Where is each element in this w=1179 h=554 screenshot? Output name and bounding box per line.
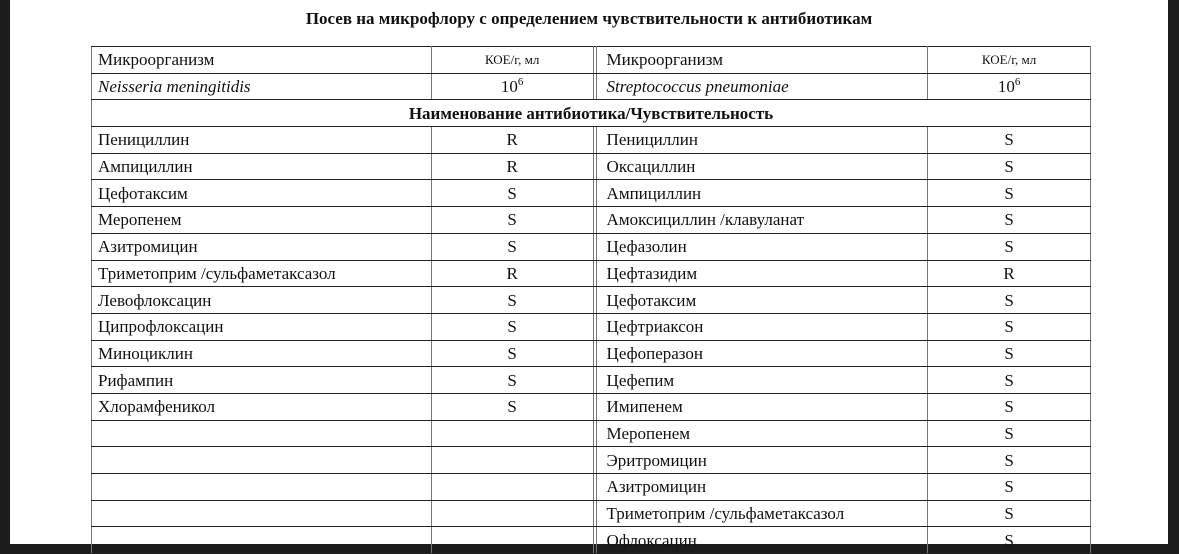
table-row [92,420,1091,447]
antibiotic-name: Миноциклин [92,340,432,367]
sensitivity-value: S [431,367,593,394]
table-row [92,207,1091,234]
sensitivity-value [431,420,593,447]
table-row [92,527,1091,554]
antibiotic-name: Меропенем [92,207,432,234]
antibiotic-name: Пенициллин [596,127,928,154]
table-row [92,153,1091,180]
sensitivity-value: S [928,527,1091,554]
antibiotic-name: Триметоприм /сульфаметаксазол [92,260,432,287]
antibiotic-name [92,420,432,447]
antibiotic-name: Хлорамфеникол [92,393,432,420]
antibiotic-name: Цефтазидим [596,260,928,287]
antibiotic-name: Офлоксацин [596,527,928,554]
antibiotic-name [92,527,432,554]
organism-name: Streptococcus pneumoniae [596,73,928,100]
table-header-row [92,47,1091,74]
table-row [92,287,1091,314]
sensitivity-value [431,527,593,554]
antibiotic-name [92,500,432,527]
sensitivity-value: S [928,447,1091,474]
table-row [92,180,1091,207]
antibiotic-name: Меропенем [596,420,928,447]
section-title: Наименование антибиотика/Чувствительность [92,100,1091,127]
antibiotic-name [92,474,432,501]
sensitivity-value: S [928,500,1091,527]
sensitivity-value: R [431,260,593,287]
sensitivity-value [431,500,593,527]
table-row [92,260,1091,287]
antibiotic-name: Цефоперазон [596,340,928,367]
antibiotic-name: Левофлоксацин [92,287,432,314]
sensitivity-value: S [928,474,1091,501]
sensitivity-value: S [431,287,593,314]
antibiotic-name: Цефотаксим [596,287,928,314]
antibiotic-name: Ципрофлоксацин [92,313,432,340]
table-row [92,393,1091,420]
antibiotic-name: Азитромицин [596,474,928,501]
cfu-header: КОЕ/г, мл [928,47,1091,74]
sensitivity-value: S [431,393,593,420]
antibiotic-name: Ампициллин [92,153,432,180]
organism-name: Neisseria meningitidis [92,73,432,100]
antibiotic-name: Цефепим [596,367,928,394]
organism-header: Микроорганизм [92,47,432,74]
sensitivity-value: S [928,313,1091,340]
sensitivity-value: S [928,340,1091,367]
antibiotic-name: Пенициллин [92,127,432,154]
antibiotic-name: Оксациллин [596,153,928,180]
table-row [92,313,1091,340]
sensitivity-value: S [928,367,1091,394]
organism-header: Микроорганизм [596,47,928,74]
sensitivity-value: S [928,393,1091,420]
antibiotic-name: Цефтриаксон [596,313,928,340]
table-row [92,340,1091,367]
antibiotic-name: Рифампин [92,367,432,394]
table-row [92,500,1091,527]
sensitivity-value: S [431,180,593,207]
antibiotic-name: Амоксициллин /клавуланат [596,207,928,234]
sensitivity-value [431,474,593,501]
antibiotic-name: Эритромицин [596,447,928,474]
sensitivity-value: S [431,313,593,340]
section-row [92,100,1091,127]
document-page [10,0,1168,550]
table-row [92,447,1091,474]
sensitivity-value: R [431,127,593,154]
antibiotic-name: Азитромицин [92,233,432,260]
sensitivity-value: S [431,340,593,367]
cfu-header: КОЕ/г, мл [431,47,593,74]
sensitivity-value: S [928,127,1091,154]
sensitivity-value: S [928,233,1091,260]
table-row [92,474,1091,501]
antibiotic-name: Имипенем [596,393,928,420]
susceptibility-table [91,46,1091,554]
table-row [92,233,1091,260]
sensitivity-value: S [431,207,593,234]
sensitivity-value: S [928,153,1091,180]
table-row [92,127,1091,154]
table-row [92,367,1091,394]
antibiotic-name [92,447,432,474]
sensitivity-value: S [928,420,1091,447]
document-title: Посев на микрофлору с определением чувствительности к антибиотикам [305,9,873,28]
sensitivity-value [431,447,593,474]
cfu-value: $10^6$ [431,73,593,100]
antibiotic-name: Триметоприм /сульфаметаксазол [596,500,928,527]
antibiotic-name: Ампициллин [596,180,928,207]
sensitivity-value: R [431,153,593,180]
sensitivity-value: R [928,260,1091,287]
sensitivity-value: S [928,207,1091,234]
sensitivity-value: S [431,233,593,260]
cfu-value: $10^6$ [928,73,1091,100]
antibiotic-name: Цефазолин [596,233,928,260]
organism-row [92,73,1091,100]
sensitivity-value: S [928,287,1091,314]
antibiotic-name: Цефотаксим [92,180,432,207]
sensitivity-value: S [928,180,1091,207]
